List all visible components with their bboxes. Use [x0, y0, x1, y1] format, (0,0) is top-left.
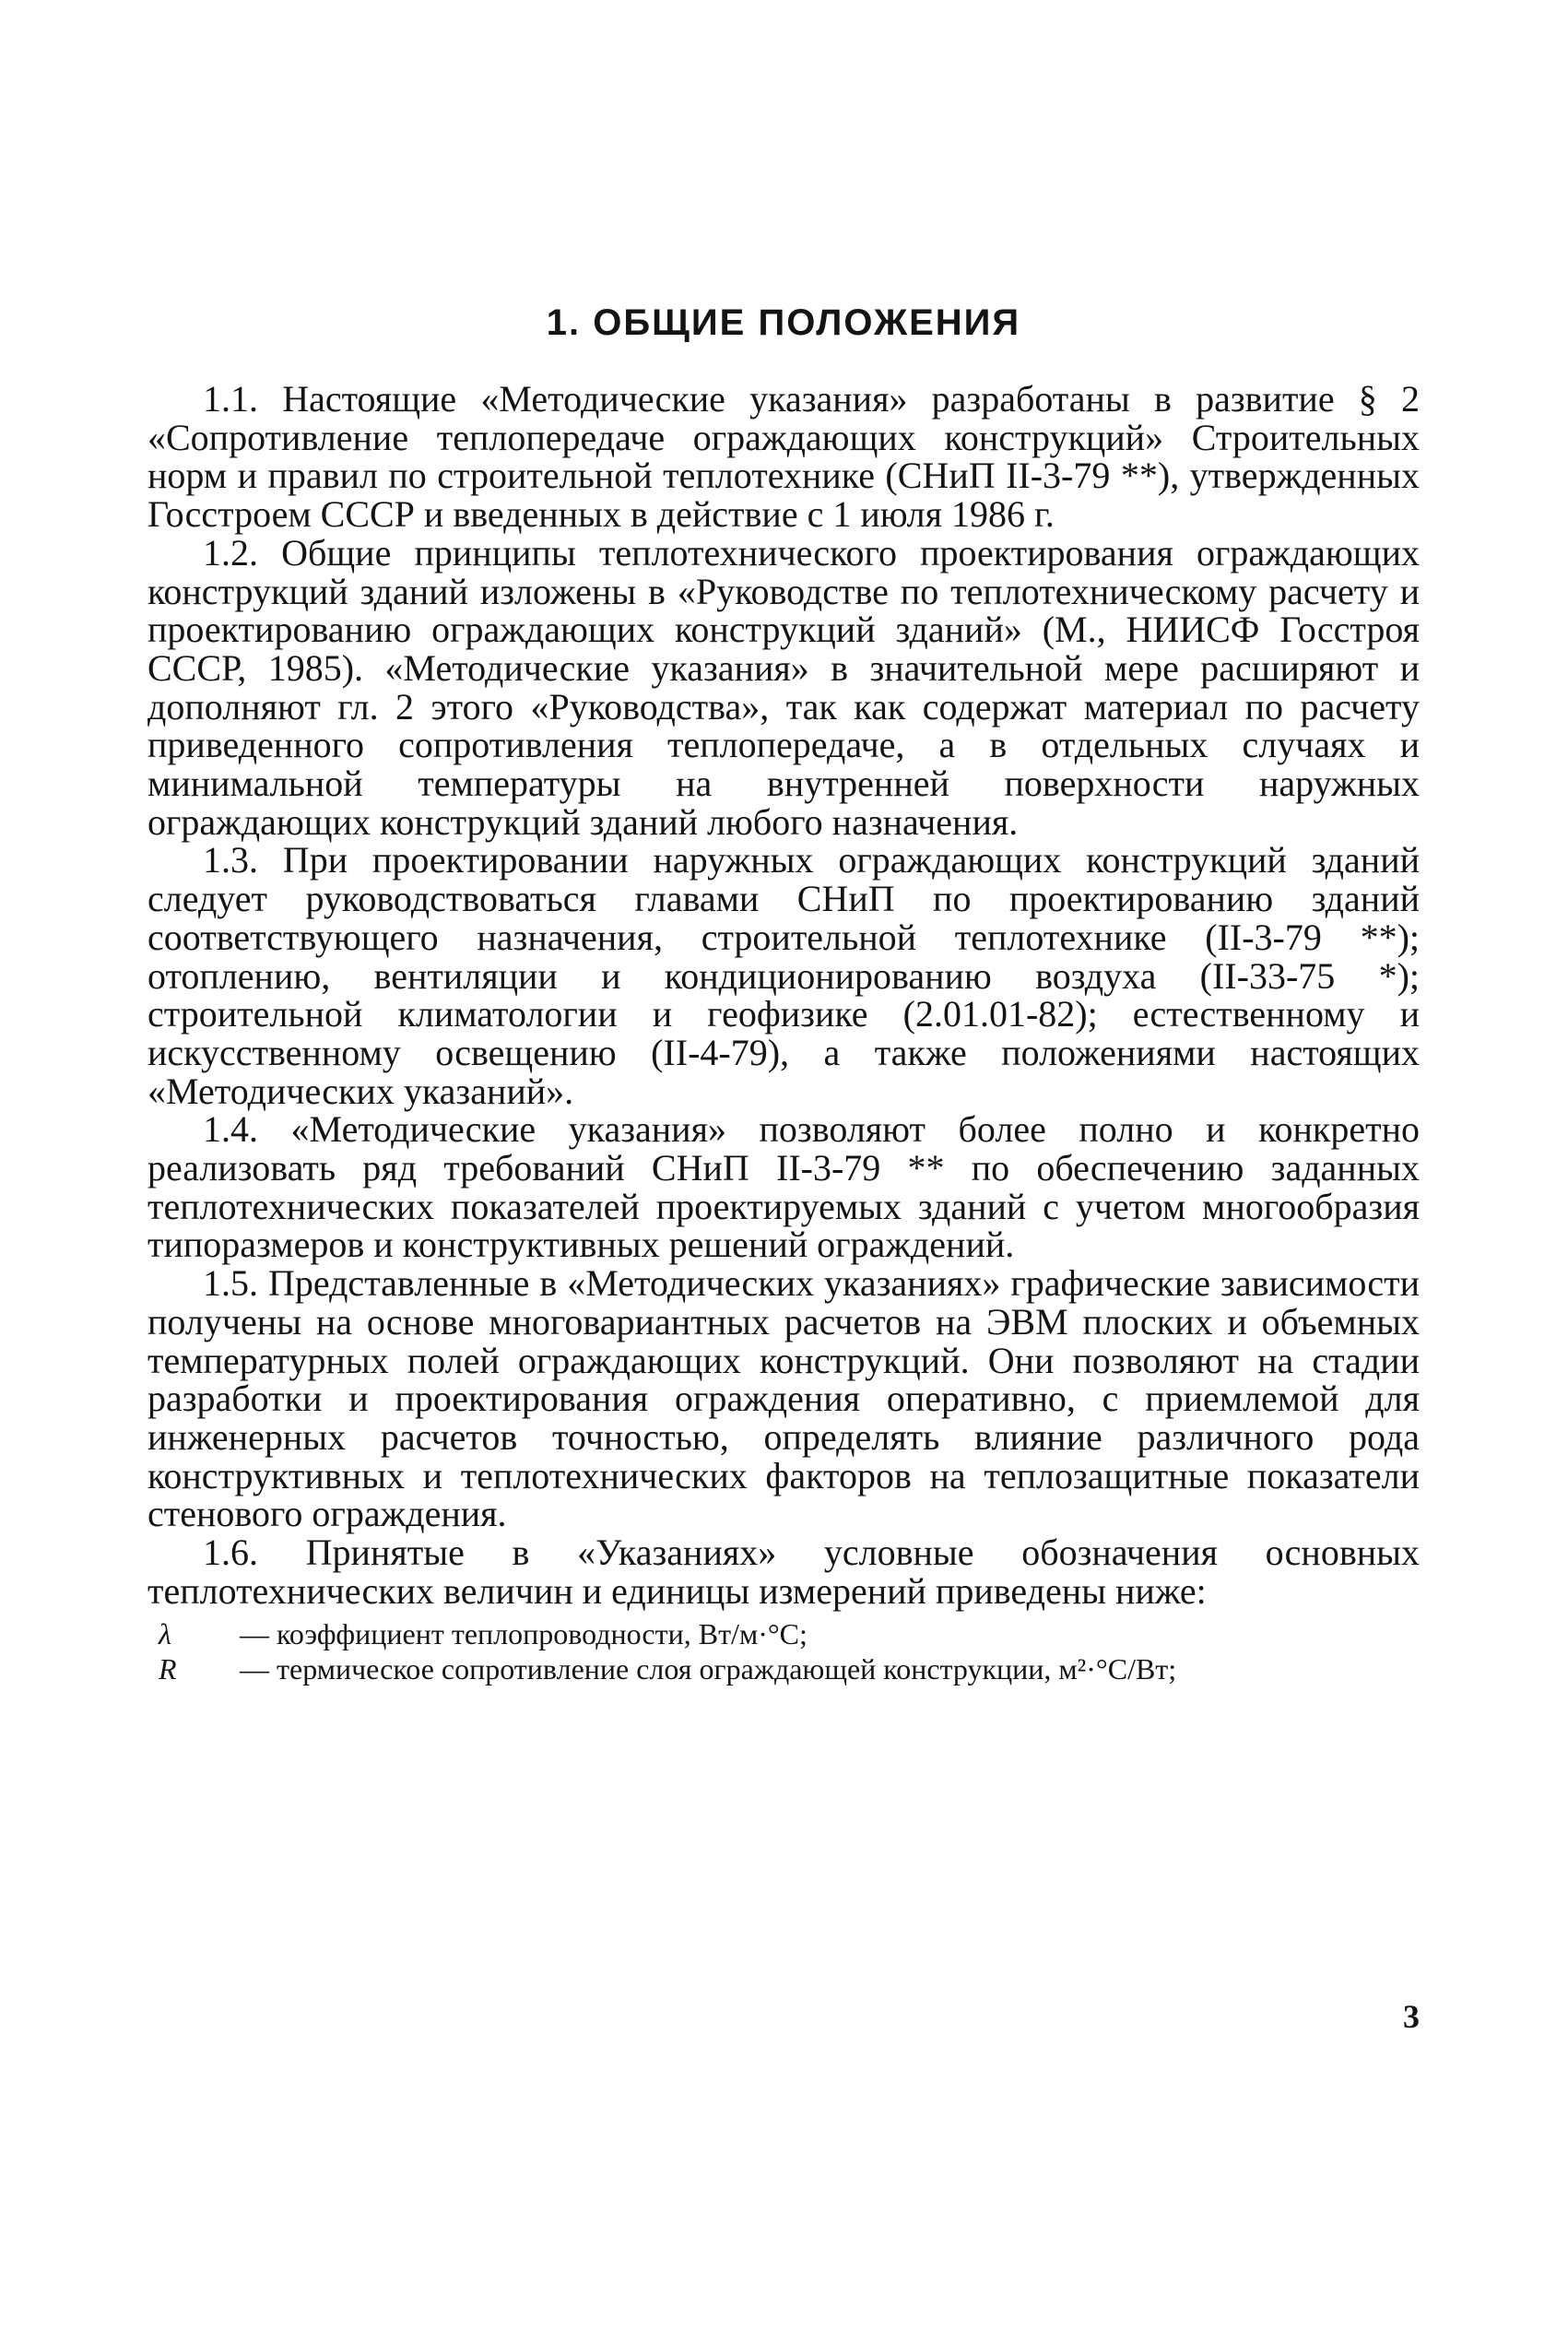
- paragraph-1-6: 1.6. Принятые в «Указаниях» условные обозначения основных теплотехнических величин и единицы измерений приведены ниже:: [147, 1532, 1420, 1612]
- page-number: 3: [1403, 1998, 1420, 2035]
- symbol-r: R: [159, 1651, 177, 1686]
- symbol-lambda: λ: [159, 1616, 171, 1650]
- paragraph-1-2: 1.2. Общие принципы теплотехнического проектирования ограждающих конструкций зданий изложены в «Руководстве по теплотехническому расчету и проектированию ограждающих конструкций зданий» (М., НИИСФ Госстроя СССР, 1985). «Методические указания» в значительной мере расширяют и дополняют гл. 2 этого «Руководства», так как содержат материал по расчету приведенного сопротивления теплопередаче, а в отдельных случаях и минимальной температуры на внутренней поверхности наружных ограждающих конструкций зданий любого назначения.: [147, 531, 1420, 843]
- paragraph-1-3: 1.3. При проектировании наружных ограждающих конструкций зданий следует руководствоваться главами СНиП по проектированию зданий соответствующего назначения, строительной теплотехнике (II-3-79 **); отоплению, вентиляции и кондиционированию воздуха (II-33-75 *); строительной климатологии и геофизике (2.01.01-82); естественному и искусственному освещению (II-4-79), а также положениями настоящих «Методических указаний».: [147, 839, 1420, 1112]
- paragraph-1-5: 1.5. Представленные в «Методических указаниях» графические зависимости получены на основе многовариантных расчетов на ЭВМ плоских и объемных температурных полей ограждающих конструкций. Они позволяют на стадии разработки и проектирования ограждения оперативно, с приемлемой для инженерных расчетов точностью, определять влияние различного рода конструктивных и теплотехнических факторов на теплозащитные показатели стенового ограждения.: [147, 1262, 1420, 1535]
- symbol-entry-lambda: [147, 1616, 1420, 1651]
- section-body: [147, 380, 1420, 1686]
- section-heading: 1. ОБЩИЕ ПОЛОЖЕНИЯ: [546, 302, 1021, 343]
- paragraph-1-1: 1.1. Настоящие «Методические указания» разработаны в развитие § 2 «Сопротивление теплопередаче ограждающих конструкций» Строительных норм и правил по строительной теплотехнике (СНиП II-3-79 **), утвержденных Госстроем СССР и введенных в действие с 1 июля 1986 г.: [147, 378, 1420, 536]
- symbol-r-description: — термическое сопротивление слоя ограждающей конструкции, м²·°С/Вт;: [240, 1651, 1177, 1686]
- paragraph-1-4: 1.4. «Методические указания» позволяют более полно и конкретно реализовать ряд требований СНиП II-3-79 ** по обеспечению заданных теплотехнических показателей проектируемых зданий с учетом многообразия типоразмеров и конструктивных решений ограждений.: [147, 1108, 1420, 1266]
- document-page: [147, 0, 1420, 2342]
- symbol-entry-r: [147, 1651, 1420, 1686]
- symbol-list: [147, 1616, 1420, 1686]
- symbol-lambda-description: — коэффициент теплопроводности, Вт/м·°С;: [240, 1616, 808, 1650]
